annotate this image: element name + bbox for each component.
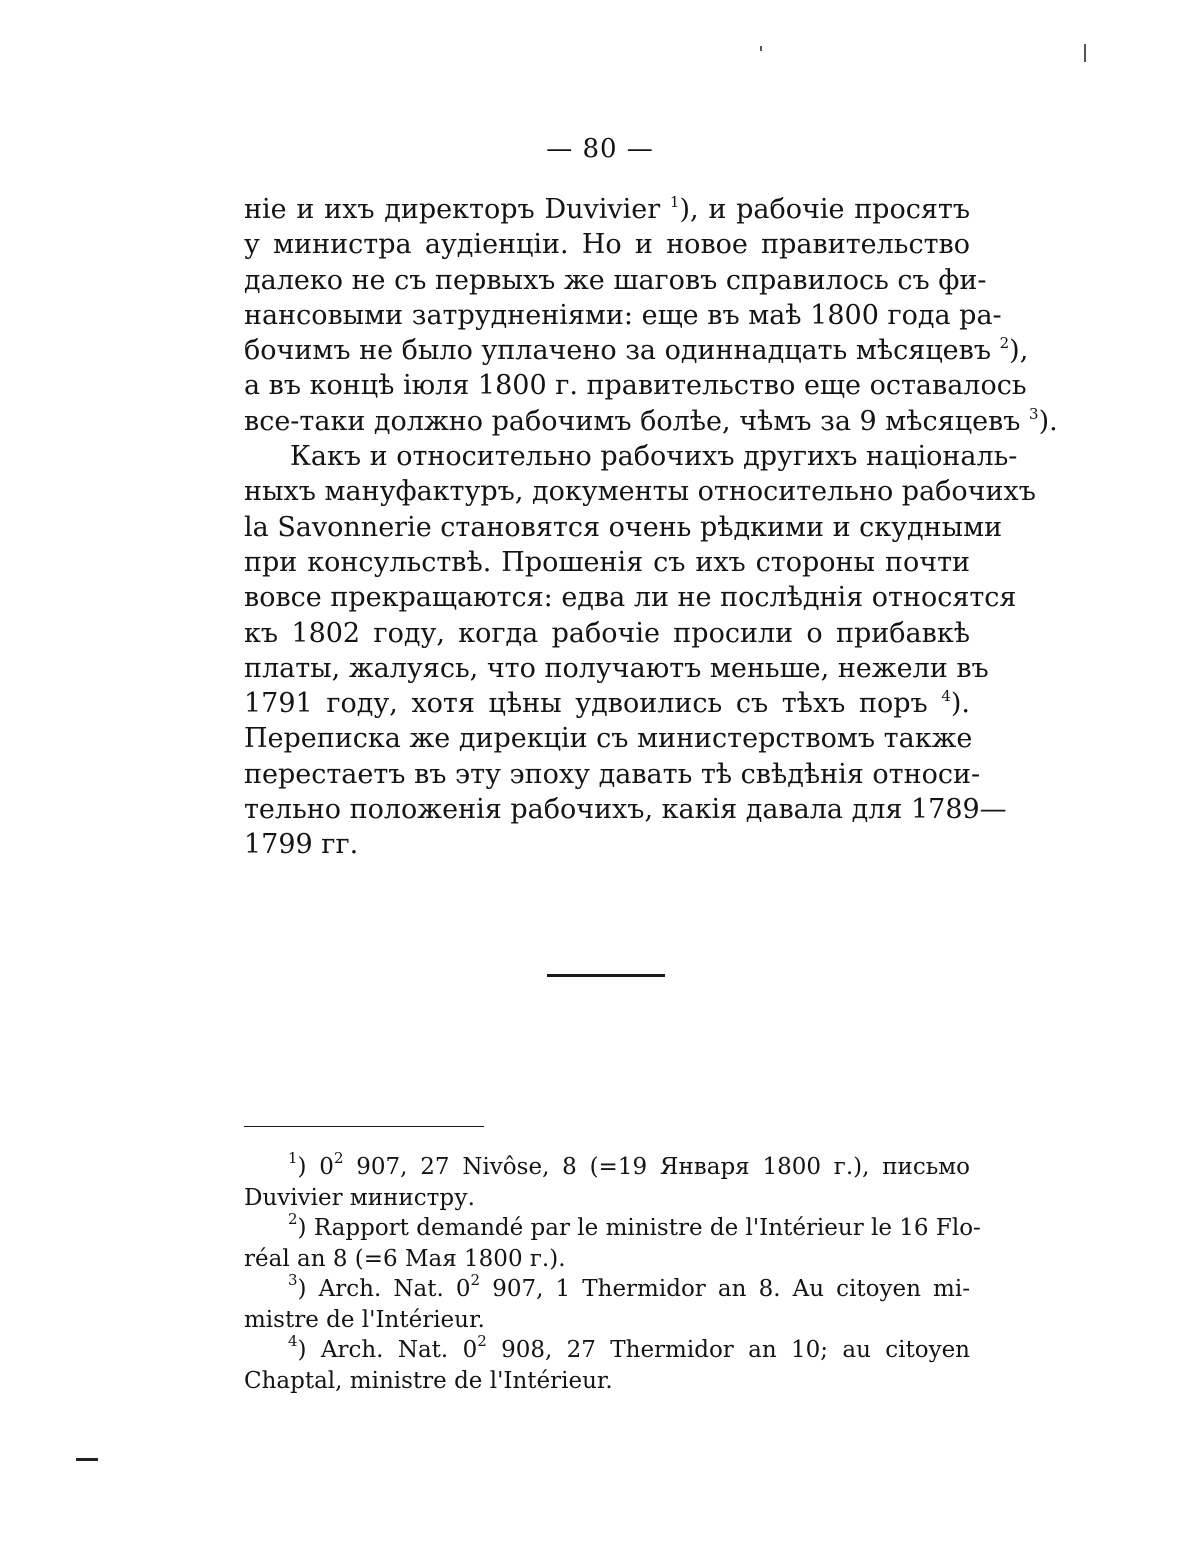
- text-line: перестаетъ въ эту эпоху давать тѣ свѣдѣнія относи-: [244, 758, 981, 790]
- footnote-divider: [244, 1126, 484, 1127]
- text-line: къ 1802 году, когда рабочіе просили о прибавкѣ: [244, 617, 970, 649]
- text-line: вовсе прекращаются: едва ли не послѣднія относятся: [244, 582, 1017, 614]
- footnote-line: réal an 8 (=6 Мая 1800 г.).: [244, 1245, 566, 1272]
- footnote-marker: 2: [288, 1210, 298, 1228]
- footnote-ref: 1: [669, 193, 680, 211]
- footnote-ref: 4: [941, 687, 951, 706]
- footnote-marker: 3: [288, 1271, 298, 1289]
- text-line: при консульствѣ. Прошенія съ ихъ стороны почти: [244, 546, 970, 578]
- footnote-4: [244, 1332, 970, 1396]
- text-line: бочимъ не было уплачено за одиннадцать мѣсяцевъ $^2$),: [244, 334, 1029, 367]
- footnote-ref: 3: [1029, 404, 1039, 423]
- text-line: платы, жалуясь, что получаютъ меньше, нежели въ: [244, 652, 989, 684]
- footnote-marker: 4: [288, 1332, 298, 1350]
- footnote-line: $^4$) Arch. Nat. $0^2$ 908, 27 Thermidor an 10; au citoyen: [288, 1332, 970, 1363]
- text-line: la Savonnerie становятся очень рѣдкими и скудными: [244, 511, 1003, 543]
- footnote-line: mistre de l'Intérieur.: [244, 1306, 485, 1333]
- text-line: ныхъ мануфактуръ, документы относительно рабочихъ: [244, 476, 1036, 508]
- footnote-line: $^2$) Rapport demandé par le ministre de l'Intérieur le 16 Flo-: [288, 1210, 981, 1241]
- scan-speck: [760, 46, 762, 51]
- footnotes: [244, 1149, 981, 1396]
- footnote-line: Chaptal, ministre de l'Intérieur.: [244, 1367, 613, 1394]
- scan-speck: [76, 1458, 98, 1461]
- text-line: ніе и ихъ директоръ Duvivier $^1$), и рабочіе просятъ: [244, 193, 970, 225]
- footnote-marker: 1: [288, 1149, 298, 1167]
- text-line: Переписка же дирекціи съ министерствомъ также: [244, 723, 973, 755]
- text-line: 1791 году, хотя цѣны удвоились съ тѣхъ поръ $^4$).: [244, 687, 970, 720]
- text-line: все-таки должно рабочимъ болѣе, чѣмъ за 9 мѣсяцевъ $^3$).: [244, 404, 1058, 437]
- text-line: 1799 гг.: [244, 829, 359, 861]
- page-number: — 80 —: [546, 134, 654, 164]
- text-line: Какъ и относительно рабочихъ другихъ національ-: [290, 441, 1018, 473]
- footnote-line: $^1$) $0^2$ 907, 27 Nivôse, 8 (=19 Января 1800 г.), письмо: [288, 1149, 971, 1180]
- text-line: а въ концѣ іюля 1800 г. правительство еще оставалось: [244, 370, 1027, 402]
- paragraph-2: [244, 439, 1036, 863]
- footnote-line: Duvivier министру.: [244, 1184, 475, 1211]
- footnote-2: [244, 1210, 981, 1274]
- footnote-ref: 2: [999, 334, 1010, 353]
- main-text: [244, 192, 1058, 863]
- text-line: нансовыми затрудненіями: еще въ маѣ 1800 года ра-: [244, 299, 1002, 331]
- footnote-3: [244, 1271, 970, 1335]
- text-line: далеко не съ первыхъ же шаговъ справилось съ фи-: [244, 264, 987, 296]
- scan-speck: [1084, 44, 1086, 62]
- text-line: у министра аудіенціи. Но и новое правительство: [244, 229, 970, 261]
- footnote-line: $^3$) Arch. Nat. $0^2$ 907, 1 Thermidor an 8. Au citoyen mi-: [288, 1271, 970, 1302]
- text-line: тельно положенія рабочихъ, какія давала для 1789—: [244, 794, 1007, 826]
- paragraph-1: [244, 192, 1058, 439]
- footnote-1: [244, 1149, 971, 1213]
- section-divider: [547, 974, 665, 977]
